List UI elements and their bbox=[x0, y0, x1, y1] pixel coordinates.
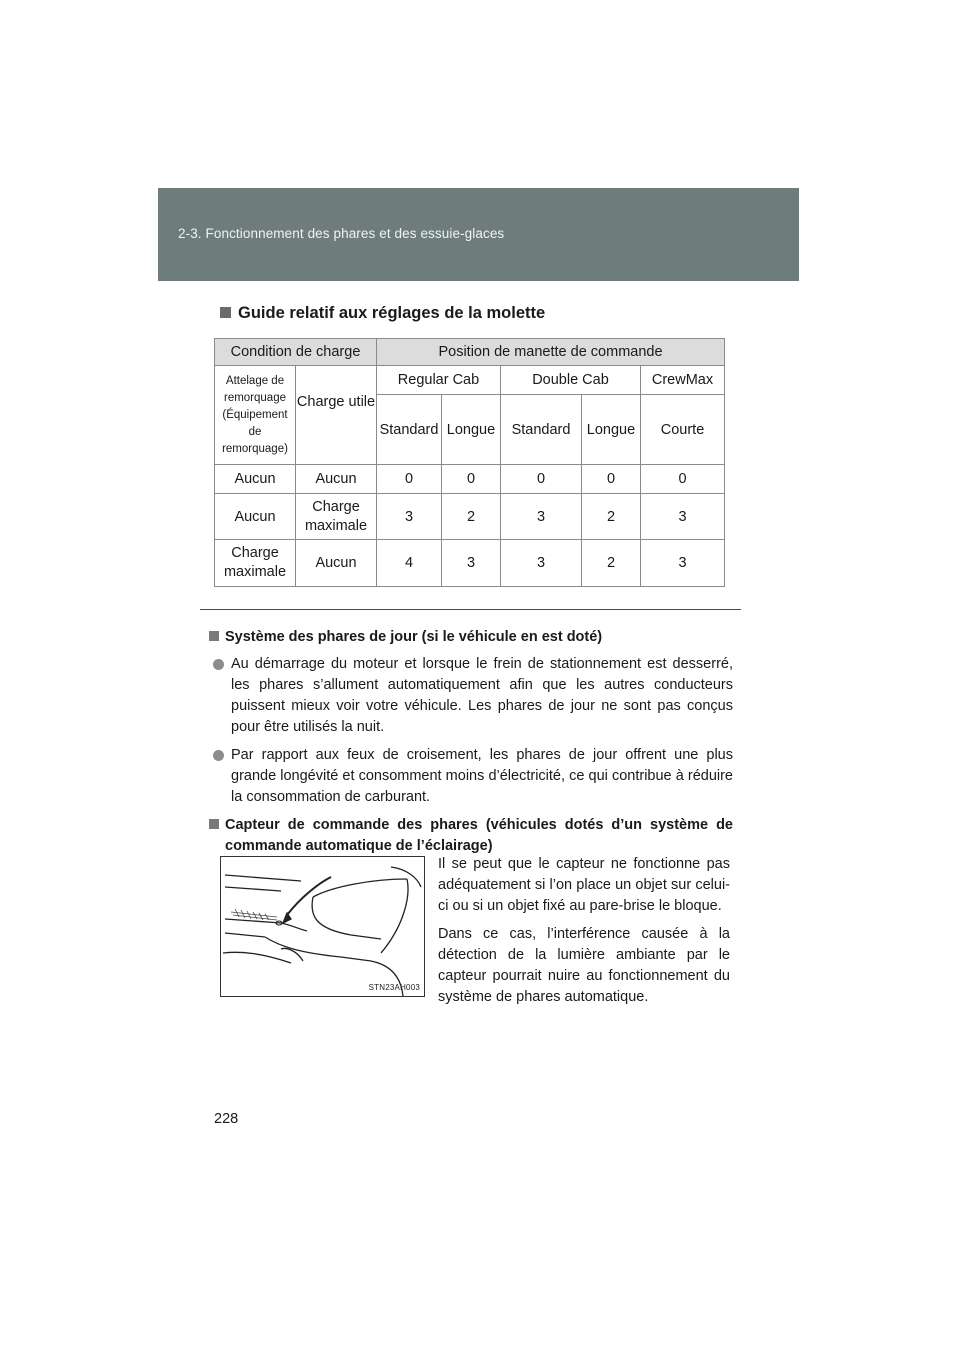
cell-value: 0 bbox=[641, 465, 725, 494]
drl-bullet-text: Par rapport aux feux de croisement, les phares de jour offrent une plus grande longévité et consomment moins d’électricité, ce qui contribue à réduire la consommation de carburant. bbox=[231, 747, 733, 805]
cell-value: 3 bbox=[641, 540, 725, 587]
square-bullet-icon bbox=[220, 307, 231, 318]
cell-towing: Charge maximale bbox=[215, 540, 296, 587]
page-number: 228 bbox=[214, 1111, 239, 1127]
sensor-paragraph: Il se peut que le capteur ne fonctionne pas adéquatement si l’on place un objet sur celui-ci ou si un objet fixé au pare-brise le bloque. bbox=[438, 856, 730, 914]
table-row bbox=[215, 540, 725, 587]
cell-towing: Aucun bbox=[215, 465, 296, 494]
list-item bbox=[209, 654, 733, 738]
square-bullet-icon bbox=[209, 631, 219, 641]
list-item bbox=[209, 745, 733, 808]
drl-bullet-text: Au démarrage du moteur et lorsque le frein de stationnement est desserré, les phares s’allument automatiquement afin que les autres conducteurs puissent mieux voir votre véhicule. Les phares de jour ne sont pas conçus pour être utilisés la nuit. bbox=[231, 656, 733, 735]
header-bed-short: Courte bbox=[641, 395, 725, 465]
round-bullet-icon bbox=[213, 750, 224, 761]
cell-value: 4 bbox=[377, 540, 442, 587]
header-double-cab: Double Cab bbox=[501, 366, 641, 395]
cell-value: 3 bbox=[641, 494, 725, 540]
square-bullet-icon bbox=[209, 819, 219, 829]
cell-value: 2 bbox=[442, 494, 501, 540]
sensor-note-title bbox=[209, 815, 733, 857]
header-load-condition: Condition de charge bbox=[215, 339, 377, 366]
section-title bbox=[220, 304, 545, 323]
dial-settings-table bbox=[214, 338, 725, 587]
cell-value: 0 bbox=[501, 465, 582, 494]
header-crewmax: CrewMax bbox=[641, 366, 725, 395]
cell-value: 3 bbox=[377, 494, 442, 540]
section-divider bbox=[200, 609, 741, 610]
round-bullet-icon bbox=[213, 659, 224, 670]
header-payload: Charge utile bbox=[296, 366, 377, 465]
section-title-text: Guide relatif aux réglages de la molette bbox=[238, 304, 546, 322]
drl-note bbox=[209, 627, 733, 857]
header-bed-long: Longue bbox=[442, 395, 501, 465]
header-bed-standard: Standard bbox=[377, 395, 442, 465]
header-towing: Attelage de remorquage (Équipement de remorquage) bbox=[215, 366, 296, 465]
sensor-description bbox=[438, 854, 730, 1015]
illustration-code: STN23AH003 bbox=[368, 983, 420, 992]
table-subheader-row bbox=[215, 366, 725, 395]
cell-value: 2 bbox=[582, 540, 641, 587]
cell-value: 0 bbox=[442, 465, 501, 494]
sensor-paragraph: Dans ce cas, l’interférence causée à la détection de la lumière ambiante par le capteur pourrait nuire au fonctionnement du système de phares automatique. bbox=[438, 926, 730, 1005]
cell-towing: Aucun bbox=[215, 494, 296, 540]
cell-payload: Aucun bbox=[296, 465, 377, 494]
drl-note-title-text: Système des phares de jour (si le véhicule en est doté) bbox=[225, 629, 603, 645]
cell-value: 3 bbox=[501, 494, 582, 540]
drl-note-title bbox=[209, 627, 733, 648]
table-row bbox=[215, 494, 725, 540]
header-regular-cab: Regular Cab bbox=[377, 366, 501, 395]
cell-value: 3 bbox=[442, 540, 501, 587]
table-row bbox=[215, 465, 725, 494]
cell-value: 0 bbox=[377, 465, 442, 494]
cell-value: 3 bbox=[501, 540, 582, 587]
cell-value: 2 bbox=[582, 494, 641, 540]
header-bed-standard: Standard bbox=[501, 395, 582, 465]
chapter-title: 2-3. Fonctionnement des phares et des essuie-glaces bbox=[178, 226, 505, 241]
header-control-position: Position de manette de commande bbox=[377, 339, 725, 366]
sensor-note-title-text: Capteur de commande des phares (véhicules dotés d’un système de commande automatique de l’éclairage) bbox=[225, 817, 733, 854]
cell-payload: Charge maximale bbox=[296, 494, 377, 540]
cell-value: 0 bbox=[582, 465, 641, 494]
table-header-row bbox=[215, 339, 725, 366]
light-sensor-illustration bbox=[220, 856, 425, 997]
cell-payload: Aucun bbox=[296, 540, 377, 587]
header-bed-long: Longue bbox=[582, 395, 641, 465]
dashboard-light-sensor-icon bbox=[221, 857, 424, 996]
